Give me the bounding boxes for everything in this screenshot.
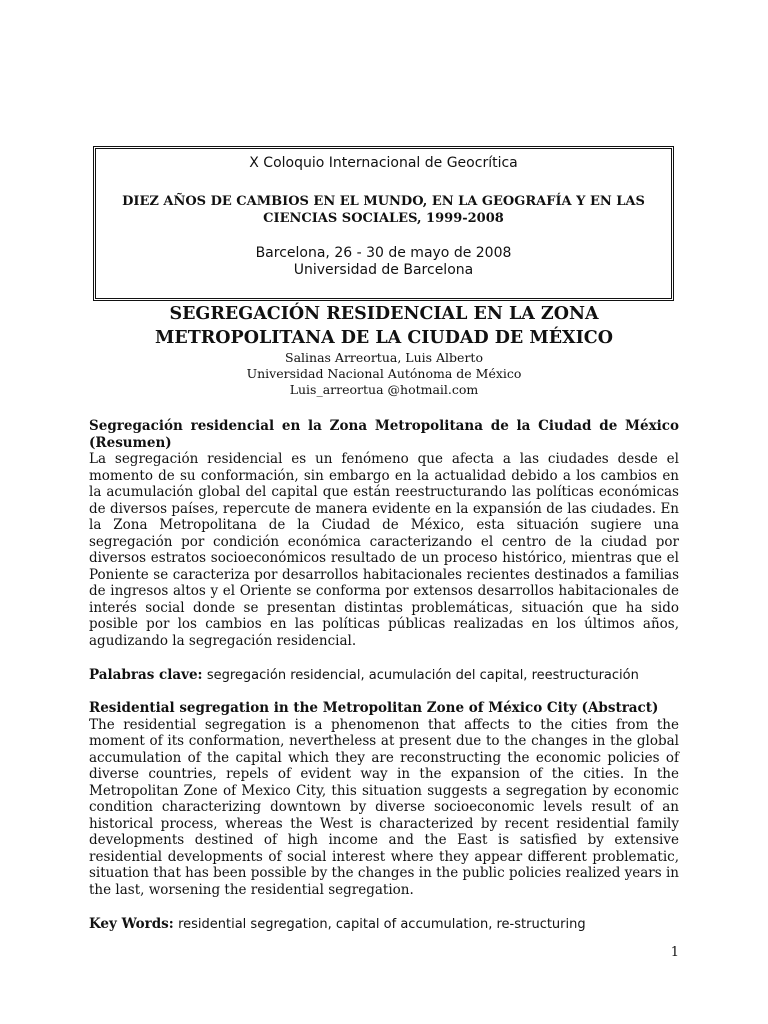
key-words: Key Words: residential segregation, capital of accumulation, re-structuring — [89, 916, 586, 932]
resumen-section — [89, 418, 679, 649]
paper-title-line2: METROPOLITANA DE LA CIUDAD DE MÉXICO — [155, 328, 613, 348]
conference-theme — [96, 193, 671, 227]
paper-title-line1: SEGREGACIÓN RESIDENCIAL EN LA ZONA — [169, 304, 599, 324]
page-number: 1 — [670, 945, 679, 960]
author-affiliation: Universidad Nacional Autónoma de México — [246, 366, 522, 381]
paper-title — [0, 302, 768, 350]
author-name: Salinas Arreortua, Luis Alberto — [285, 350, 483, 365]
conference-place — [96, 245, 671, 279]
abstract-section — [89, 700, 679, 898]
author-email: Luis_arreortua @hotmail.com — [289, 382, 479, 397]
resumen-heading: Segregación residencial en la Zona Metropolitana de la Ciudad de México (Resumen) — [89, 418, 679, 451]
abstract-body: The residential segregation is a phenomenon that affects to the cities from the moment of its conformation, nevertheless at present due to the changes in the global accumulation of the capital which they are reconstructing the economic policies of diverse countries, repels of evident way in the expansion of the cities. In the Metropolitan Zone of Mexico City, this situation suggests a segregation by economic condition characterizing downtown by diverse socioeconomic levels result of an historical process, whereas the West is characterized by recent residential family developments destined of high income and the East is satisfied by extensive residential developments of social interest where they appear different problematic, situation that has been possible by the changes in the public policies realized years in the last, worsening the residential segregation. — [89, 716, 679, 898]
key-words-label: Key Words — [89, 916, 169, 932]
palabras-clave-label: Palabras clave — [89, 667, 198, 683]
conference-box — [93, 146, 674, 301]
conference-location-date: Barcelona, 26 - 30 de mayo de 2008 — [255, 245, 512, 261]
conference-theme-line1: DIEZ AÑOS DE CAMBIOS EN EL MUNDO, EN LA GEOGRAFÍA Y EN LAS — [122, 194, 645, 209]
conference-theme-line2: CIENCIAS SOCIALES, 1999-2008 — [263, 211, 504, 226]
conference-name: X Coloquio Internacional de Geocrítica — [249, 155, 518, 171]
resumen-body: La segregación residencial es un fenómeno que afecta a las ciudades desde el momento de su conformación, sin embargo en la actualidad debido a los cambios en la acumulación global del capital que están reestructurando las políticas económicas de diversos países, repercute de manera evidente en la expansión de las ciudades. En la Zona Metropolitana de la Ciudad de México, esta situación sugiere una segregación por condición económica caracterizando el centro de la ciudad por diversos estratos socioeconómicos resultado de un proceso histórico, mientras que el Poniente se caracteriza por desarrollos habitacionales recientes destinados a familias de ingresos altos y el Oriente se conforma por extensos desarrollos habitacionales de interés social donde se presentan distintas problemáticas, situación que ha sido posible por los cambios en las políticas públicas realizadas en los últimos años, agudizando la segregación residencial. — [89, 451, 679, 649]
conference-host: Universidad de Barcelona — [293, 262, 474, 278]
key-words-text: residential segregation, capital of accumulation, re-structuring — [178, 917, 586, 932]
palabras-clave: Palabras clave: segregación residencial, acumulación del capital, reestructuración — [89, 667, 639, 683]
abstract-heading: Residential segregation in the Metropolitan Zone of México City (Abstract) — [89, 700, 659, 716]
author-block — [0, 350, 768, 398]
palabras-clave-text: segregación residencial, acumulación del capital, reestructuración — [206, 668, 639, 683]
